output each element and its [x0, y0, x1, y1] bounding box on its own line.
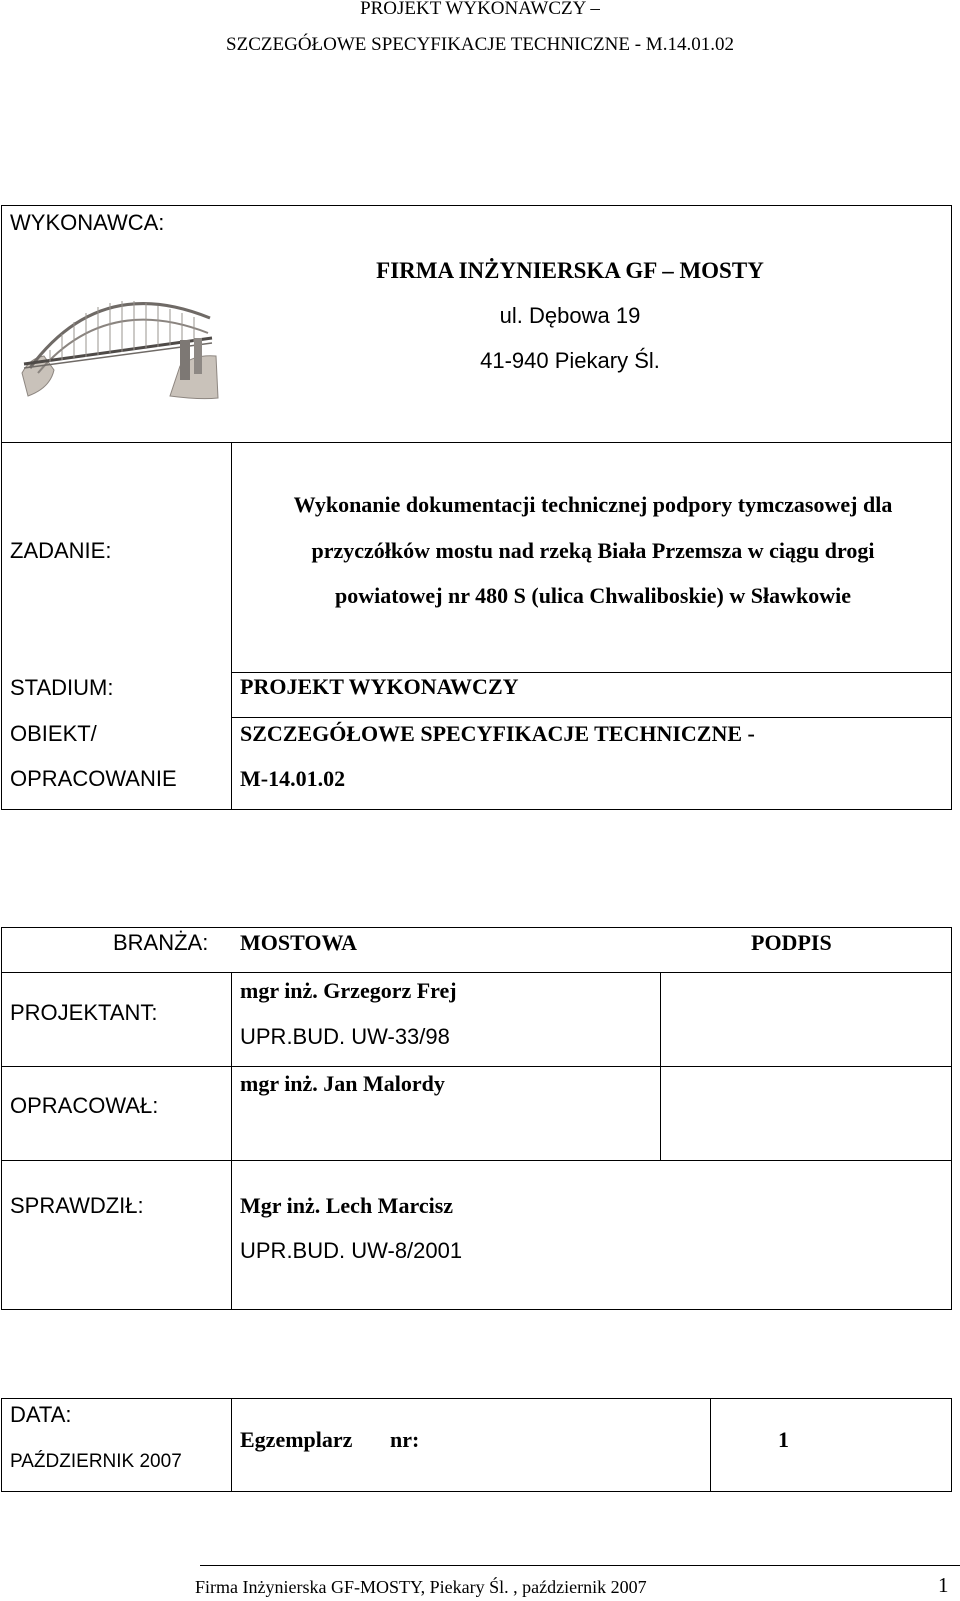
object-value-line-2: M-14.01.02	[240, 766, 346, 791]
header-line-1: PROJEKT WYKONAWCZY –	[360, 0, 600, 19]
object-value-line-1: SZCZEGÓŁOWE SPECYFIKACJE TECHNICZNE -	[240, 721, 755, 746]
footer-text: Firma Inżynierska GF-MOSTY, Piekary Śl. , październik 2007	[195, 1577, 647, 1597]
designer-label: PROJEKTANT:	[10, 1000, 158, 1025]
signature-header: PODPIS	[751, 930, 832, 955]
date-value: PAŹDZIERNIK 2007	[10, 1451, 182, 1472]
prepared-name: mgr inż. Jan Malordy	[240, 1071, 445, 1096]
task-label: ZADANIE:	[10, 538, 112, 563]
task-line-3: powiatowej nr 480 S (ulica Chwaliboskie) w Sławkowie	[334, 583, 852, 608]
task-line-2: przyczółków mostu nad rzeką Biała Przemsza w ciągu drogi	[311, 538, 875, 563]
copy-number: 1	[778, 1427, 789, 1452]
prepared-signature-field	[661, 1067, 951, 1159]
company-city: 41-940 Piekary Śl.	[480, 348, 660, 373]
checked-label: SPRAWDZIŁ:	[10, 1193, 144, 1218]
company-name: FIRMA INŻYNIERSKA GF – MOSTY	[376, 258, 764, 283]
contractor-label: WYKONAWCA:	[10, 210, 165, 235]
bridge-arch-icon	[20, 278, 220, 406]
task-line-1: Wykonanie dokumentacji technicznej podpory tymczasowej dla	[293, 492, 893, 517]
checked-name: Mgr inż. Lech Marcisz	[240, 1193, 454, 1218]
stage-value: PROJEKT WYKONAWCZY	[240, 674, 519, 699]
object-label-line-2: OPRACOWANIE	[10, 766, 177, 791]
object-label-line-1: OBIEKT/	[10, 721, 97, 746]
date-label: DATA:	[10, 1402, 72, 1427]
page-number: 1	[938, 1573, 949, 1597]
designer-signature-field	[661, 973, 951, 1065]
prepared-label: OPRACOWAŁ:	[10, 1093, 159, 1118]
header-line-2: SZCZEGÓŁOWE SPECYFIKACJE TECHNICZNE - M.14.01.02	[226, 34, 734, 55]
copy-label: Egzemplarz	[240, 1427, 353, 1452]
designer-name: mgr inż. Grzegorz Frej	[240, 978, 457, 1003]
copy-nr-label: nr:	[390, 1427, 420, 1452]
stage-label: STADIUM:	[10, 675, 114, 700]
designer-license: UPR.BUD. UW-33/98	[240, 1024, 450, 1049]
branch-label: BRANŻA:	[113, 930, 209, 955]
branch-value: MOSTOWA	[240, 930, 357, 955]
checked-license: UPR.BUD. UW-8/2001	[240, 1238, 463, 1263]
date-table	[1, 1398, 952, 1492]
company-street: ul. Dębowa 19	[499, 303, 641, 328]
